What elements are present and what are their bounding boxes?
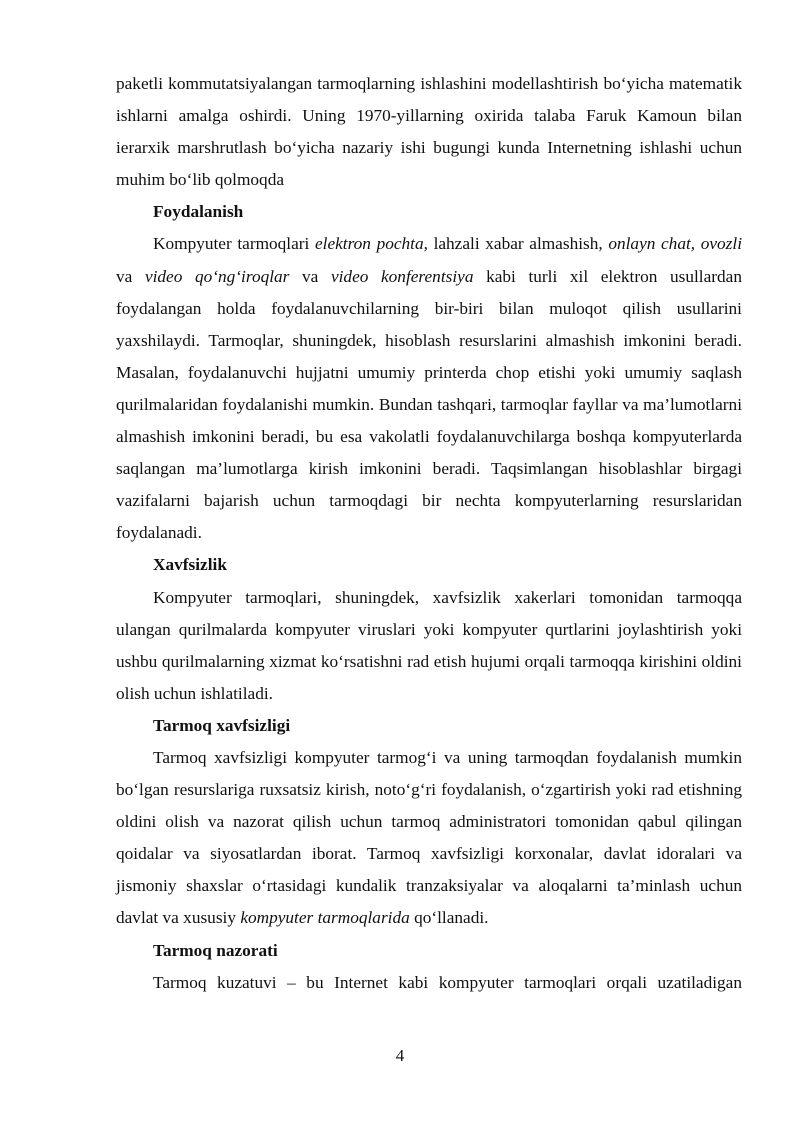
document-page (116, 68, 742, 999)
text-run: kabi turli xil elektron usullardan foydalangan holda foydalanuvchilarning bir-biri bilan muloqot qilish usullarini yaxshilaydi. Tarmoqlar, shuningdek, hisoblash resurslarini almashish imkonini beradi. Masalan, foydalanuvchi hujjatni umumiy printerda chop etishi yoki umumiy saqlash qurilmalaridan foydalanishi mumkin. Bundan tashqari, tarmoqlar fayllar va ma’lumotlarni almashish imkonini beradi, bu esa vakolatli foydalanuvchilarga boshqa kompyuterlarda saqlangan ma’lumotlarga kirish imkonini beradi. Taqsimlangan hisoblashlar birgagi vazifalarni bajarish uchun tarmoqdagi bir nechta kompyuterlarning resurslaridan foydalanadi. (116, 266, 742, 543)
text-run: Tarmoq xavfsizligi kompyuter tarmog‘i va uning tarmoqdan foydalanish mumkin bo‘lgan resurslariga ruxsatsiz kirish, noto‘g‘ri foydalanish, o‘zgartirish yoki rad etishning oldini olish va nazorat qilish uchun tarmoq administratori tomonidan qabul qilingan qoidalar va siyosatlardan iborat. Tarmoq xavfsizligi korxonalar, davlat idoralari va jismoniy shaxslar o‘rtasidagi kundalik tranzaksiyalar va aloqalarni ta’minlash uchun davlat va xususiy (116, 747, 742, 928)
text-run: va (289, 266, 331, 286)
paragraph-tarmoq-nazorati: Tarmoq kuzatuvi – bu Internet kabi kompyuter tarmoqlari orqali uzatiladigan (153, 972, 742, 992)
heading-xavfsizlik: Xavfsizlik (153, 555, 227, 575)
italic-term: video qo‘ng‘iroqlar (144, 266, 290, 286)
italic-term: video konferentsiya (330, 266, 474, 286)
heading-foydalanish: Foydalanish (153, 202, 244, 222)
paragraph-foydalanish (116, 228, 742, 549)
paragraph-tarmoq-xavfsizligi (116, 742, 742, 935)
page-number: 4 (395, 1046, 405, 1065)
text-run: Kompyuter tarmoqlari (153, 234, 315, 254)
heading-tarmoq-xavfsizligi: Tarmoq xavfsizligi (153, 715, 291, 735)
text-run: qo‘llanadi. (409, 908, 489, 928)
italic-term: kompyuter tarmoqlarida (240, 908, 410, 928)
heading-tarmoq-nazorati: Tarmoq nazorati (153, 940, 278, 960)
italic-term: elektron pochta, (314, 234, 428, 254)
italic-term: onlayn chat, ovozli (608, 234, 742, 254)
paragraph-intro: paketli kommutatsiyalangan tarmoqlarning ishlashini modellashtirish bo‘yicha matematik ishlarni amalga oshirdi. Uning 1970-yillarning oxirida talaba Faruk Kamoun bilan ierarxik marshrutlash bo‘yicha nazariy ishi bugungi kunda Internetning ishlashi uchun muhim bo‘lib qolmoqda (116, 74, 742, 190)
text-run: lahzali xabar almashish, (427, 234, 609, 254)
text-run: va (116, 266, 145, 286)
paragraph-xavfsizlik: Kompyuter tarmoqlari, shuningdek, xavfsizlik xakerlari tomonidan tarmoqqa ulangan qurilmalarda kompyuter viruslari yoki kompyuter qurtlarini joylashtirish yoki ushbu qurilmalarning xizmat ko‘rsatishni rad etish hujumi orqali tarmoqqa kirishini oldini olish uchun ishlatiladi. (116, 587, 742, 703)
